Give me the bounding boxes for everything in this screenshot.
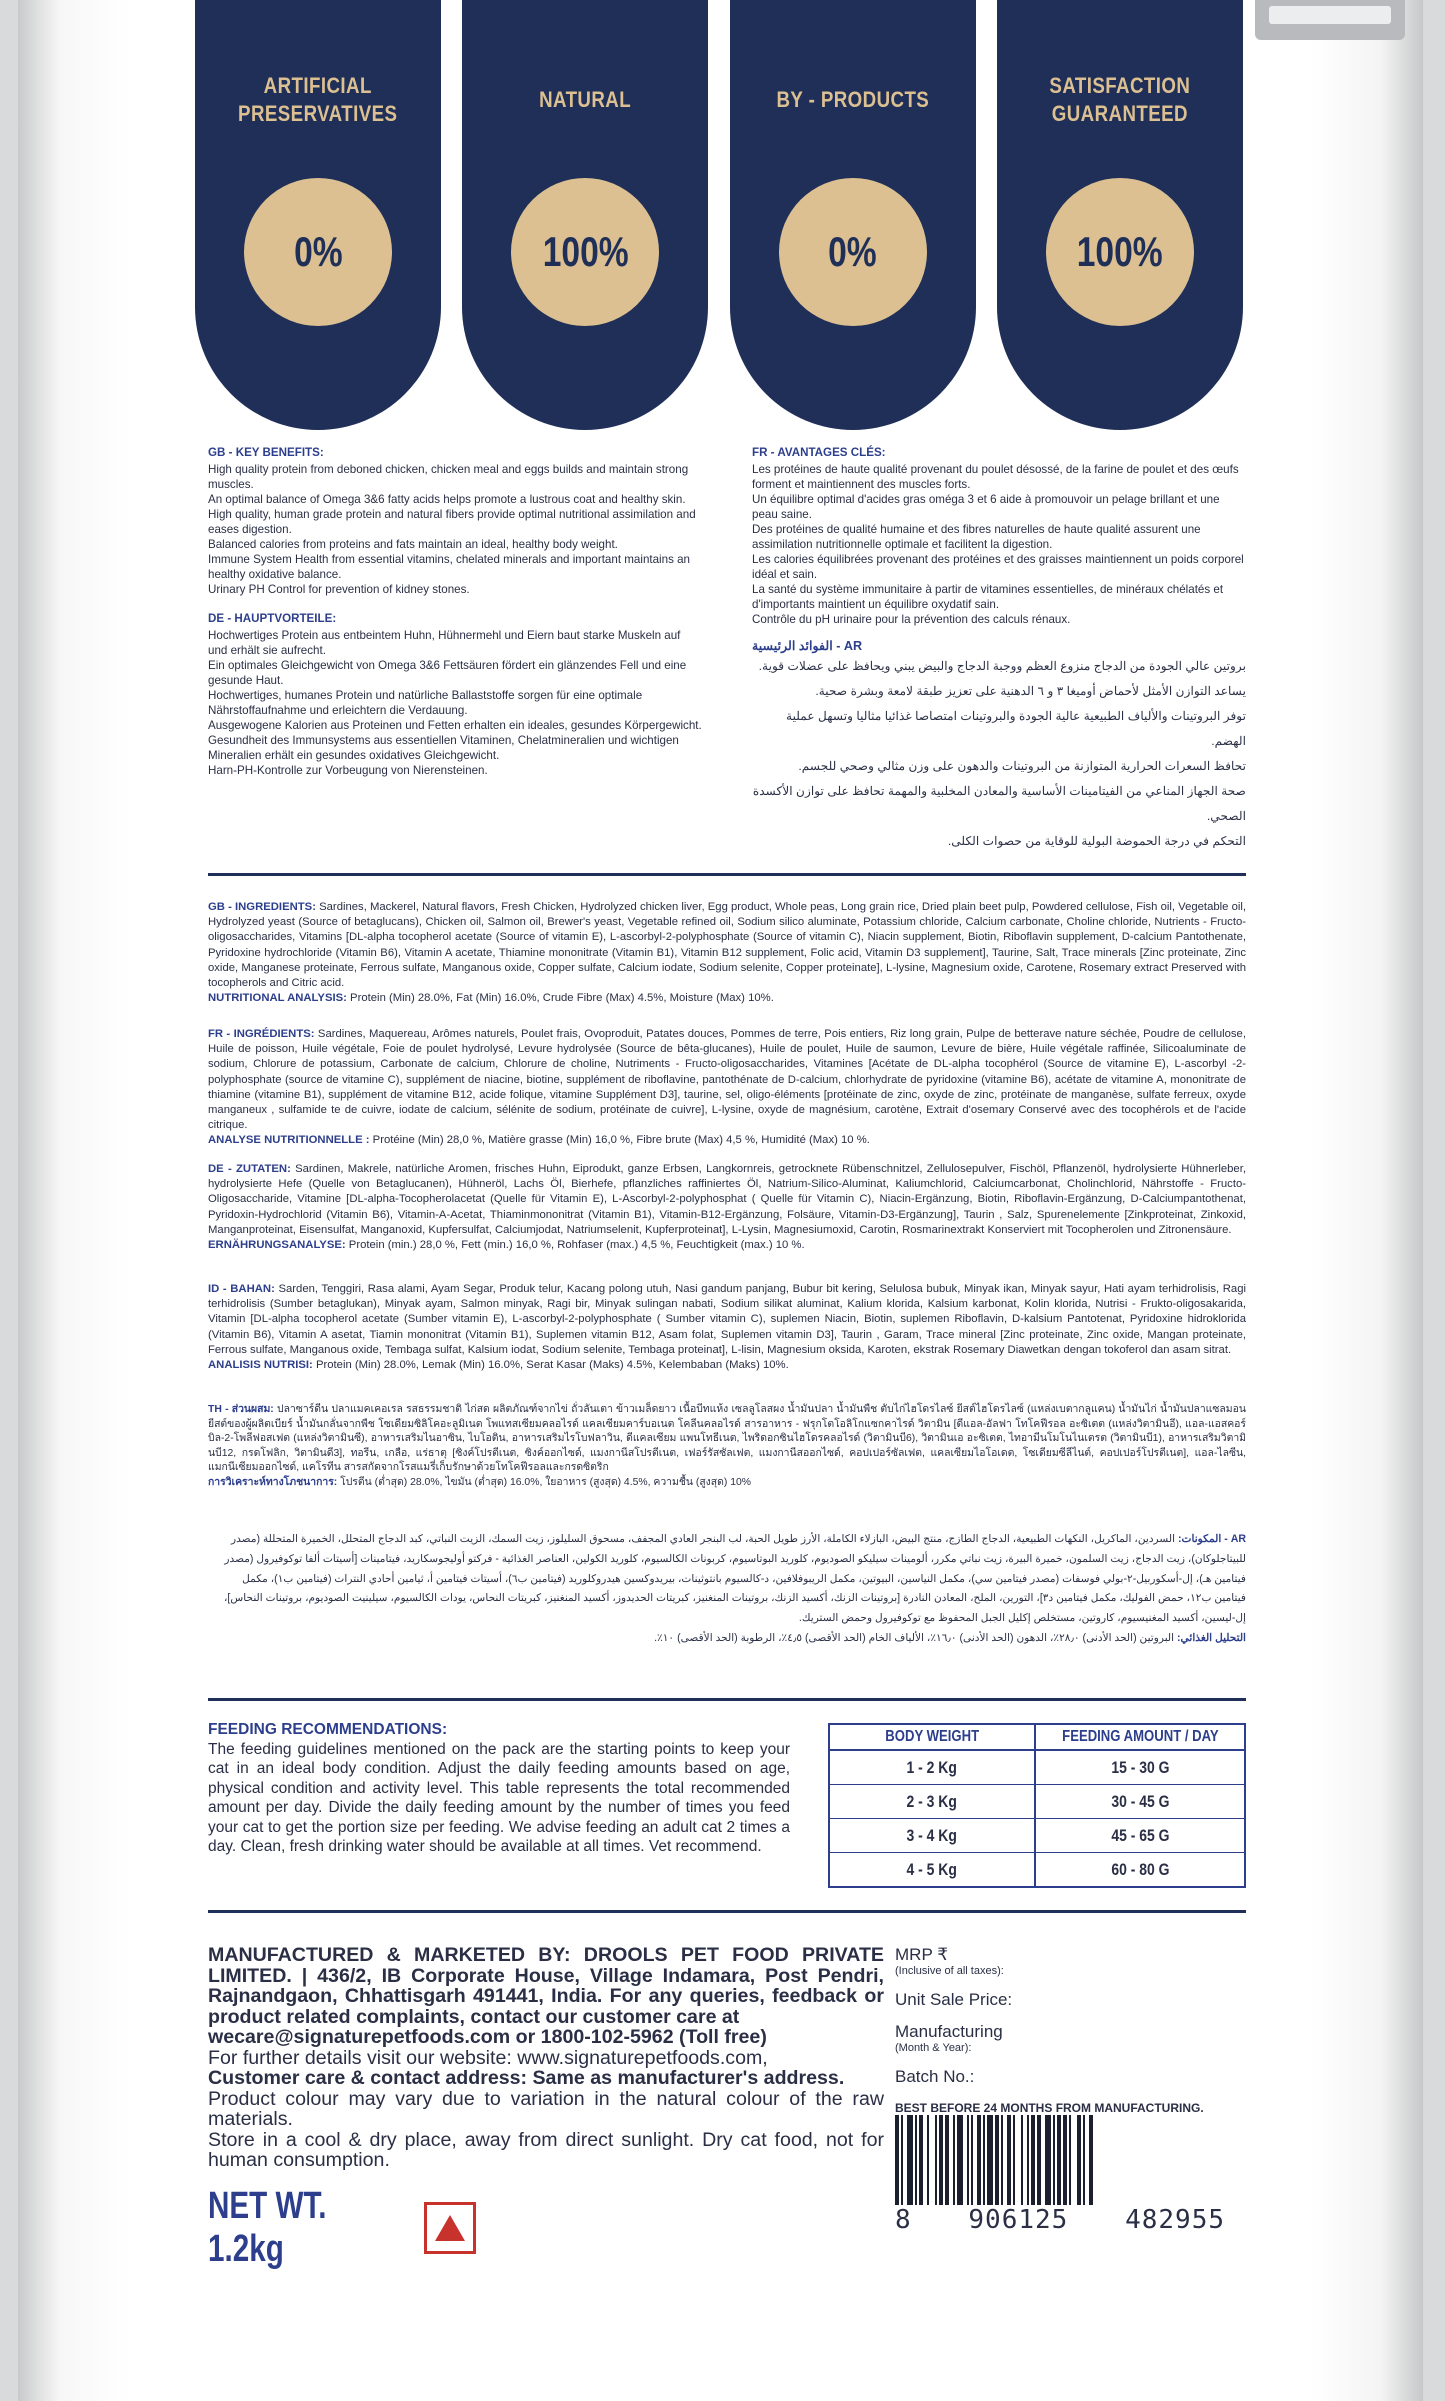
benefit-item: La santé du système immunitaire à partir de vitamines essentielles, de minéraux chélatés et d'importants maintient un équilibre oxydatif sain. — [752, 583, 1224, 611]
benefit-item: تحافظ السعرات الحرارية المتوازنة من البروتينات والدهون على وزن مثالي وصحي للجسم. — [798, 759, 1246, 773]
feeding-recommendations — [208, 1720, 790, 1857]
barcode-digits — [895, 2205, 1225, 2235]
ingredients-heading: DE - ZUTATEN: — [208, 1163, 291, 1175]
benefit-item: Un équilibre optimal d'acides gras oméga 3 et 6 aide à promouvoir un pelage brillant et une peau saine. — [752, 493, 1220, 521]
banner-preservatives — [195, 0, 441, 430]
barcode-bars — [895, 2115, 1225, 2205]
benefits-right-column — [752, 445, 1246, 854]
benefit-item: High quality protein from deboned chicken, chicken meal and eggs builds and maintain strong muscles. — [208, 463, 689, 491]
benefit-item: Harn-PH-Kontrolle zur Vorbeugung von Nierensteinen. — [208, 764, 488, 777]
benefit-item: يساعد التوازن الأمثل لأحماض أوميغا ٣ و ٦ الدهنية على تعزيز طبقة لامعة وبشرة صحية. — [815, 684, 1246, 698]
benefit-item: التحكم في درجة الحموضة البولية للوقاية من حصوات الكلى. — [947, 834, 1246, 848]
feeding-table-header — [830, 1725, 1244, 1751]
barcode-right-digits: 482955 — [1125, 2205, 1225, 2235]
analysis-label: ANALYSE NUTRITIONNELLE : — [208, 1134, 370, 1147]
analysis-text: Protein (Min) 28.0%, Lemak (Min) 16.0%, Serat Kasar (Maks) 4.5%, Kelembaban (Maks) 10%. — [312, 1359, 789, 1372]
fr-benefits-heading: FR - AVANTAGES CLÉS: — [752, 446, 886, 459]
benefits-left-column — [208, 445, 702, 854]
barcode — [895, 2115, 1225, 2233]
ingredients-th — [208, 1403, 1246, 1491]
ar-benefits-heading: AR - الفوائد الرئيسية — [752, 639, 863, 653]
benefit-item: توفر البروتينات والألياف الطبيعية عالية الجودة والبروتينات امتصاصا غذائيا مثاليا وتسهل عملية الهضم. — [786, 709, 1246, 748]
mrp-note: (Inclusive of all taxes): — [895, 1965, 1004, 1977]
ingredients-text: السردين، الماكريل، النكهات الطبيعية، الدجاج الطازج، منتج البيض، البازلاء الكاملة، الأرز طويل الحبة، لب البنجر العادي المجفف، مسحوق السليلوز، زيت السمك، الزيت النباتي، كبد الدجاج المتحلل، الخميرة المتحللة (مصدر للبيتاجلوكان)، زيت الدجاج، زيت السلمون، خميرة البيرة، زيت نباتي مكرر، ألومينات سيليكو الصوديوم، كلوريد البوتاسيوم، كربونات الكالسيوم، كلوريد الكولين، العناصر الغذائية - فركتو أوليجوسكاريد، فيتامينات [أسيتات ألفا توكوفيرول (مصدر فيتامين هـ)، إل-أسكوربيل-٢-بولي فوسفات (مصدر فيتامين سي)، مكمل النياسين، البيوتين، مكمل الريبوفلافين، د-كالسيوم بانتوثينات، بيريدوكسين هيدروكلوريد (فيتامين ب٦)، أسيتات فيتامين أ، ثيامين أحادي النترات (فيتامين ب١)، مكمل فيتامين ب١٢، حمض الفوليك، مكمل فيتامين د٣]، التورين، الملح، المعادن النادرة [بروتينات الزنك، أكسيد الزنك، بروتينات المنغنيز، كبريتات الحديدوز، أكسيد المنغنيز، كبريتات النحاس، يودات الكالسيوم، سيلينيت الصوديوم، بروتينات النحاس]، إل-ليسين، أكسيد المغنيسيوم، كاروتين، مستخلص إكليل الجبل المحفوظ مع توكوفيرول وحمض الستريك. — [224, 1533, 1246, 1625]
ingredients-ar — [208, 1530, 1246, 1649]
amount-cell: 15 - 30 G — [1110, 1757, 1170, 1777]
manufacturer-address: MANUFACTURED & MARKETED BY: DROOLS PET FOOD PRIVATE LIMITED. | 436/2, IB Corporate House, Village Indamara, Post Pendri, Rajnandgaon, Chhattisgarh 491441, India. For any queries, feedback or product related complaints, contact our customer care at — [208, 1944, 884, 2028]
analysis-text: Protéine (Min) 28,0 %, Matière grasse (Min) 16,0 %, Fibre brute (Max) 4,5 %, Humidité (Max) 10 %. — [369, 1134, 870, 1147]
benefit-item: Les calories équilibrées provenant des protéines et des graisses maintiennent un poids corporel idéal et sain. — [752, 553, 1244, 581]
analysis-text: البروتين (الحد الأدنى) ٢٨٫٠٪، الدهون (الحد الأدنى) ١٦٫٠٪، الألياف الخام (الحد الأقصى) ٤٫٥٪، الرطوبة (الحد الأقصى) ١٠٪. — [654, 1631, 1178, 1644]
benefit-item: An optimal balance of Omega 3&6 fatty acids helps promote a lustrous coat and healthy skin. — [208, 493, 686, 506]
net-weight — [208, 2185, 476, 2271]
banner-value-circle: 100% — [1046, 178, 1194, 326]
net-weight-text: NET WT. 1.2kg — [208, 2185, 327, 2270]
header-feeding-amount: FEEDING AMOUNT / DAY — [1061, 1728, 1219, 1745]
benefit-item: Immune System Health from essential vitamins, chelated minerals and important maintains an healthy oxidative balance. — [208, 553, 690, 581]
analysis-label: التحليل الغذائي: — [1177, 1631, 1246, 1644]
benefit-item: Ein optimales Gleichgewicht von Omega 3&6 Fettsäuren fördert ein glänzendes Fell und eine gesunde Haut. — [208, 659, 687, 687]
de-benefits-heading: DE - HAUPTVORTEILE: — [208, 612, 337, 625]
benefit-item: Contrôle du pH urinaire pour la prévention des calculs rénaux. — [752, 613, 1071, 626]
ingredients-heading: TH - ส่วนผสม: — [208, 1404, 274, 1415]
ingredients-text: Sardines, Mackerel, Natural flavors, Fresh Chicken, Hydrolyzed chicken liver, Egg product, Whole peas, Long grain rice, Dried plain beet pulp, Powdered cellulose, Fish oil, Vegetable oil, Hydrolyzed yeast (Source of betaglucans), Chicken oil, Salmon oil, Brewer's yeast, Vegetable refined oil, Sodium silico aluminate, Potassium chloride, Calcium carbonate, Choline chloride, Nutrients - Fructo-oligosaccharides, Vitamins [DL-alpha tocopherol acetate (Source of vitamin E), L-ascorbyl-2-polyphosphate (Source of vitamin C), Niacin supplement, Biotin, Riboflavin supplement, D-calcium Pantothenate, Pyridoxine hydrochloride (Vitamin B6), Vitamin A acetate, Thiamine mononitrate (Vitamin B1), Vitamin B12 supplement, Folic acid, Vitamin D3 supplement], Taurine, Salt, Trace minerals [Zinc proteinate, Zinc oxide, Manganese proteinate, Ferrous sulfate, Manganous oxide, Copper sulfate, Calcium iodate, Sodium selenite, Copper proteinate], L-lysine, Magnesium oxide, Carotene, Rosemary extract Preserved with tocopherols and Citric acid. — [208, 901, 1247, 990]
ingredients-text: Sardines, Maquereau, Arômes naturels, Poulet frais, Ovoproduit, Patates douces, Pommes de terre, Pois entiers, Riz long grain, Pulpe de betterave nature séchée, Poudre de cellulose, Huile de poisson, Huile végétale, Foie de poulet hydrolysé, Levure hydrolysée (Source de bêta-glucanes), Huile de poulet, Huile de saumon, Levure de bière, Huile végétale raffinée, Silicoaluminate de sodium, Chlorure de potassium, Carbonate de calcium, Chlorure de choline, Nutriments - Fructo-oligosaccharides, Vitamines [Acétate de DL-alpha tocophérol (Source de vitamine E), L-ascorbyl -2-polyphosphate (source de vitamine C), supplément de niacine, biotine, supplément de riboflavine, pantothénate de D-calcium, chlorhydrate de pyridoxine (vitamine B6), acétate de vitamine A, mononitrate de thiamine (vitamine B1), supplément de vitamine B12, acide folique, vitamine Supplément D3], taurine, sel, oligo-éléments [protéinate de zinc, oxyde de zinc, protéinate de manganèse, sulfate ferreux, oxyde manganeux , sulfamide te de cuivre, iodate de calcium, sélénite de sodium, protéinate de cuivre], L-lysine, oxyde de magnésium, carotène, Extrait d'osemary Conservé avec des tocophérols et de l'acide citrique. — [208, 1028, 1246, 1132]
best-before: BEST BEFORE 24 MONTHS FROM MANUFACTURING. — [895, 2101, 1204, 2115]
feeding-heading: FEEDING RECOMMENDATIONS: — [208, 1721, 448, 1738]
manufacturer-info — [208, 1945, 884, 2171]
weight-cell: 2 - 3 Kg — [830, 1785, 1036, 1818]
banner-value-circle: 0% — [244, 178, 392, 326]
benefit-item: Hochwertiges Protein aus entbeintem Huhn, Hühnermehl und Eiern baut starke Muskeln auf und erhält sie aufrecht. — [208, 629, 681, 657]
ingredients-text: Sardinen, Makrele, natürliche Aromen, frisches Huhn, Eiprodukt, ganze Erbsen, Langkornreis, getrocknete Rübenschnitzel, Zellulosepulver, Fischöl, Pflanzenöl, hydrolysierte Hühnerleber, hydrolysierte Hefe (Quelle von Betaglucanen), Hühneröl, Lachs Öl, Bierhefe, pflanzliches raffiniertes Öl, Natrium-Silico-Aluminat, Kaliumchlorid, Calciumcarbonat, Cholinchlorid, Nährstoffe - Fructo-Oligosaccharide, Vitamine [DL-alpha-Tocopherolacetat (Quelle für Vitamin E), L-Ascorbyl-2-polyphosphat ( Quelle für Vitamin C), Niacin-Ergänzung, Biotin, Riboflavin-Ergänzung, D-Calciumpantothenat, Pyridoxin-Hydrochlorid (Vitamin B6), Vitamin-A-Acetat, Thiaminmononitrat (Vitamin B1), Vitamin-B12-Ergänzung, Folsäure, Vitamin-D3-Ergänzung], Taurin , Salz, Spurenelemente [Zinkproteinat, Zinkoxid, Manganproteinat, Eisensulfat, Manganoxid, Kupfersulfat, Calciumjodat, Natriumselenit, Kupferproteinat], L-Lysin, Magnesiumoxid, Carotin, Rosmarinextrakt Konserviert mit Tocopherolen und Zitronensäure. — [208, 1163, 1246, 1236]
weight-cell: 3 - 4 Kg — [830, 1819, 1036, 1852]
benefit-item: صحة الجهاز المناعي من الفيتامينات الأساسية والمعادن المخلبية والمهمة تحافظ على توازن الأكسدة الصحي. — [752, 784, 1246, 823]
ingredients-text: ปลาซาร์ดีน ปลาแมคเคอเรล รสธรรมชาติ ไก่สด ผลิตภัณฑ์จากไข่ ถั่วลันเตา ข้าวเมล็ดยาว เนื้อบีทแห้ง เซลลูโลสผง น้ำมันปลา น้ำมันพืช ตับไก่ไฮโดรไลซ์ ยีสต์ไฮโดรไลซ์ (แหล่งเบตากลูแคน) น้ำมันไก่ น้ำมันปลาแซลมอน ยีสต์ของผู้ผลิตเบียร์ น้ำมันกลั่นจากพืช โซเดียมซิลิโคอะลูมิเนต โพแทสเซียมคลอไรด์ แคลเซียมคาร์บอเนต โคลีนคลอไรด์ สารอาหาร - ฟรุกโตโอลิโกแซกคาไรด์ วิตามิน [ดีแอล-อัลฟา โทโคฟีรอล อะซิเตต (แหล่งวิตามินอี), แอล-แอสคอร์บิล-2-โพลีฟอสเฟต (แหล่งวิตามินซี), อาหารเสริมไนอาซิน, ไบโอติน, อาหารเสริมไรโบฟลาวิน, ดีแคลเซียม แพนโทธีเนต, ไพริดอกซินไฮโดรคลอไรด์ (วิตามินบี6), วิตามินเอ อะซิเตต, ไทอามีนโมโนไนเตรต (วิตามินบี1), อาหารเสริมวิตามินบี12, กรดโฟลิก, วิตามินดี3], ทอรีน, เกลือ, แร่ธาตุ [ซิงค์โปรตีเนต, ซิงค์ออกไซด์, แมงกานีสโปรตีเนต, เฟอร์รัสซัลเฟต, แมงกานีสออกไซด์, คอปเปอร์ซัลเฟต, แคลเซียมไอโอเดต, โซเดียมซีลีไนต์, คอปเปอร์โปรตีเนต], แอล-ไลซีน, แมกนีเซียมออกไซด์, แคโรทีน สารสกัดจากโรสแมรี่เก็บรักษาด้วยโทโคฟีรอลและกรดซิตริก — [208, 1404, 1246, 1474]
ingredients-heading: ID - BAHAN: — [208, 1283, 275, 1295]
header-body-weight: BODY WEIGHT — [830, 1725, 1036, 1749]
key-benefits — [208, 445, 1246, 854]
benefit-item: بروتين عالي الجودة من الدجاج منزوع العظم ووجبة الدجاج والبيض يبني ويحافظ على عضلات قوية. — [758, 659, 1246, 673]
amount-cell: 45 - 65 G — [1110, 1825, 1170, 1845]
banner-by-products — [730, 0, 976, 430]
ingredients-id — [208, 1282, 1246, 1373]
ingredients-de — [208, 1162, 1246, 1253]
banner-title: NATURAL — [539, 87, 632, 112]
analysis-text: Protein (Min) 28.0%, Fat (Min) 16.0%, Crude Fibre (Max) 4.5%, Moisture (Max) 10%. — [346, 992, 774, 1005]
barcode-left-digits: 906125 — [968, 2205, 1069, 2235]
banner-value-circle: 100% — [511, 178, 659, 326]
table-row — [830, 1853, 1244, 1887]
colour-note: Product colour may vary due to variation in the natural colour of the raw materials. — [208, 2087, 884, 2130]
barcode-bar — [1093, 2115, 1095, 2205]
unit-sale-price-label: Unit Sale Price: — [895, 1990, 1013, 2009]
benefit-item: Balanced calories from proteins and fats maintain an ideal, healthy body weight. — [208, 538, 618, 551]
banner-satisfaction — [997, 0, 1243, 430]
benefit-item: Des protéines de qualité humaine et des fibres naturelles de haute qualité assurent une assimilation nutritionnelle optimale et facilitent la digestion. — [752, 523, 1201, 551]
banner-title: SATISFACTION GUARANTEED — [1049, 73, 1191, 126]
customer-care-contact: wecare@signaturepetfoods.com or 1800-102-5962 (Toll free) — [208, 2026, 767, 2048]
banner-title: ARTIFICIAL PRESERVATIVES — [238, 73, 398, 126]
benefit-item: Hochwertiges, humanes Protein und natürliche Ballaststoffe sorgen für eine optimale Nährstoffaufnahme und erleichtern die Verdauung. — [208, 689, 643, 717]
ingredients-heading: GB - INGREDIENTS: — [208, 901, 316, 913]
amount-cell: 60 - 80 G — [1110, 1860, 1170, 1879]
feeding-table — [828, 1723, 1246, 1888]
hanger-clip — [1255, 0, 1405, 40]
non-veg-symbol-icon — [424, 2202, 476, 2254]
storage-note: Store in a cool & dry place, away from direct sunlight. Dry cat food, not for human consumption. — [208, 2128, 884, 2171]
ingredients-text: Sarden, Tenggiri, Rasa alami, Ayam Segar, Produk telur, Kacang polong utuh, Nasi gandum panjang, Bubur bit kering, Selulosa bubuk, Minyak ikan, Minyak sayur, Hati ayam terhidrolisis, Ragi terhidrolisis (Sumber betaglukan), Minyak ayam, Salmon minyak, Ragi bir, Minyak sulingan nabati, Sodium silikat aluminat, Kalium klorida, Kalsium karbonat, Kolin klorida, Nutrisi - Frukto-oligosakarida, Vitamin [DL-alpha tocopherol acetate (Sumber vitamin E), L-ascorbyl-2-polyphosphate ( Sumber vitamin C), suplemen Niacin, Biotin, suplemen Riboflavin, D-kalsium Pantotenat, Pyridoxine hidroklorida (Vitamin B6), Vitamin A asetat, Tiamin mononitrat (Vitamin B1), Suplemen vitamin B12, Asam folat, Suplemen vitamin D3], Taurin , Garam, Trace mineral [Zinc proteinate, Zinc oxide, Mangan proteinate, Ferrous sulfate, Manganous oxide, Tembaga sulfat, Kalsium iodat, Sodium selenite, Tembaga proteinat], L-lisin, Magnesium oksida, Karoten, ekstrak Rosemary Diawetkan dengan tokoferol dan asam sitrat. — [208, 1283, 1247, 1356]
ingredients-heading: AR - المكونات: — [1177, 1533, 1246, 1545]
price-box — [895, 1945, 1240, 2115]
divider — [208, 873, 1246, 876]
banner-value-circle: 0% — [779, 178, 927, 326]
ingredients-fr — [208, 1027, 1246, 1149]
care-address: Customer care & contact address: Same as manufacturer's address. — [208, 2067, 845, 2089]
analysis-text: Protein (min.) 28,0 %, Fett (min.) 16,0 %, Rohfaser (max.) 4,5 %, Feuchtigkeit (max.) 10 %. — [345, 1239, 805, 1252]
analysis-label: ANALISIS NUTRISI: — [208, 1359, 313, 1372]
website-line: For further details visit our website: www.signaturepetfoods.com, — [208, 2046, 768, 2069]
benefit-item: Gesundheit des Immunsystems aus essentiellen Vitaminen, Chelatmineralien und wichtigen Mineralien erhält ein gesundes oxidatives Gleichgewicht. — [208, 734, 679, 762]
analysis-text: โปรตีน (ต่ำสุด) 28.0%, ไขมัน (ต่ำสุด) 16.0%, ใยอาหาร (สูงสุด) 4.5%, ความชื้น (สูงสุด) 10% — [337, 1476, 751, 1488]
divider — [208, 1910, 1246, 1913]
gb-benefits-heading: GB - KEY BENEFITS: — [208, 446, 324, 459]
table-row — [830, 1819, 1244, 1853]
ingredients-heading: FR - INGRÉDIENTS: — [208, 1028, 315, 1040]
weight-cell: 4 - 5 Kg — [830, 1853, 1036, 1887]
banner-natural — [462, 0, 708, 430]
mrp-label: MRP ₹ — [895, 1945, 949, 1964]
analysis-label: ERNÄHRUNGSANALYSE: — [208, 1239, 346, 1252]
manufacturing-label: Manufacturing — [895, 2022, 1003, 2041]
claim-banners — [195, 0, 1243, 430]
banner-title: BY - PRODUCTS — [776, 87, 930, 112]
analysis-label: การวิเคราะห์ทางโภชนาการ: — [208, 1476, 338, 1488]
amount-cell: 30 - 45 G — [1110, 1791, 1170, 1811]
table-row — [830, 1751, 1244, 1785]
benefit-item: High quality, human grade protein and natural fibers provide optimal nutritional assimilation and eases digestion. — [208, 508, 696, 536]
table-row — [830, 1785, 1244, 1819]
feeding-text: The feeding guidelines mentioned on the pack are the starting points to keep your cat in an ideal body condition. Adjust the daily feeding amounts based on age, physical condition and activity level. This table represents the total recommended amount per day. Divide the daily feeding amount by the number of times you feed your cat to get the portion size per feeding. We advise feeding an adult cat 2 times a day. Clean, fresh drinking water should be available at all times. Vet recommend. — [208, 1740, 790, 1855]
ingredients-gb — [208, 900, 1246, 1006]
manufacturing-note: (Month & Year): — [895, 2042, 972, 2054]
weight-cell: 1 - 2 Kg — [830, 1751, 1036, 1784]
batch-label: Batch No.: — [895, 2067, 975, 2086]
analysis-label: NUTRITIONAL ANALYSIS: — [208, 992, 347, 1005]
barcode-first-digit: 8 — [895, 2205, 912, 2235]
benefit-item: Ausgewogene Kalorien aus Proteinen und Fetten erhalten ein ideales, gesundes Körpergewicht. — [208, 719, 702, 732]
benefit-item: Les protéines de haute qualité provenant du poulet désossé, de la farine de poulet et des œufs forment et maintiennent des muscles forts. — [752, 463, 1239, 491]
benefit-item: Urinary PH Control for prevention of kidney stones. — [208, 583, 470, 596]
divider — [208, 1698, 1246, 1701]
ar-benefits-list — [752, 654, 1246, 854]
